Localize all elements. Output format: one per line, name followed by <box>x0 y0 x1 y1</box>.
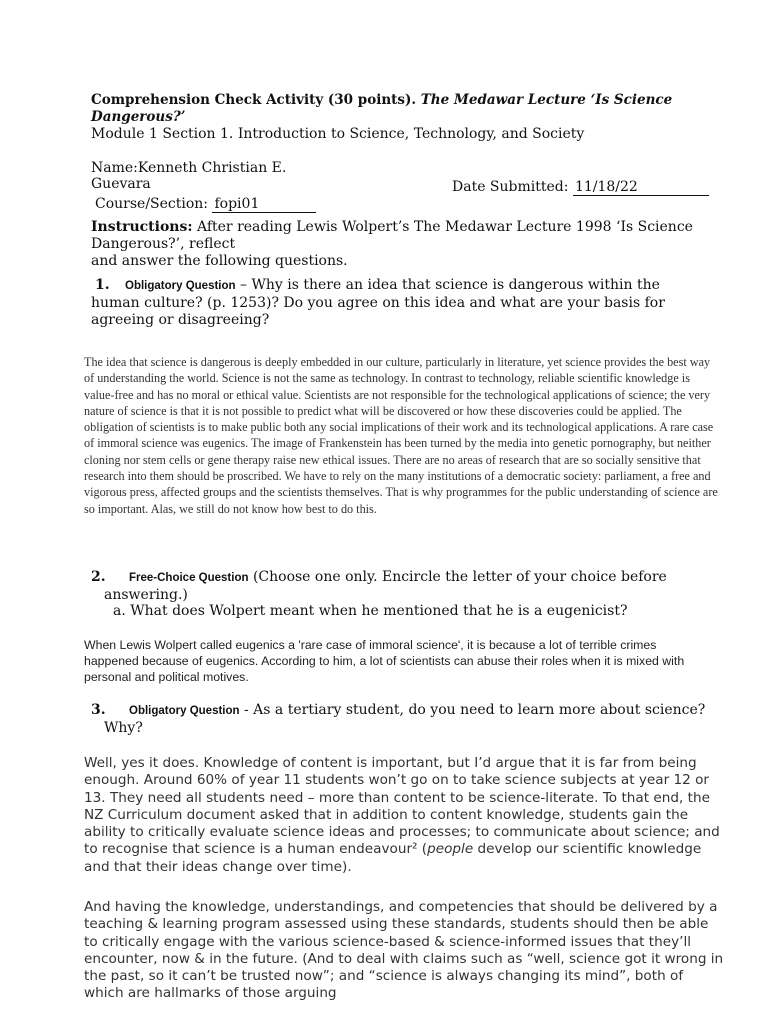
answer-3-text-b: develop our scientific knowledge and that their ideas change over time). <box>84 841 702 875</box>
answer-2: When Lewis Wolpert called eugenics a 'rare case of immoral science', it is because a lot of terrible crimes happened because of eugenics. According to him, a lot of scientists can abuse their roles when it is mixed with personal and political motives. <box>84 638 685 684</box>
question-number: 2. <box>91 569 106 585</box>
question-text: (Choose one only. Encircle the letter of your choice before <box>252 569 667 585</box>
name-label: Name: <box>91 160 138 176</box>
question-1 <box>91 277 711 329</box>
date-label: Date Submitted: <box>452 179 569 195</box>
question-number: 3. <box>91 702 106 718</box>
question-tag: Obligatory Question <box>125 280 236 292</box>
answer-3-paragraph-2: And having the knowledge, understandings, and competencies that should be delivered by a teaching & learning program assessed using these standards, students should then be able to critically engage with the various science-based & science-informed issues that they’ll encounter, now & in the future. (And to deal with claims such as “well, science got it wrong in the past, so it can’t be trusted now”; and “science is always changing its mind”, both of which are hallmarks of those arguing <box>84 899 724 1002</box>
module-subtitle: Module 1 Section 1. Introduction to Science, Technology, and Society <box>91 126 585 142</box>
instructions-label: Instructions: <box>91 219 193 235</box>
question-text-cont: Why? <box>104 719 143 736</box>
answer-1: The idea that science is dangerous is deeply embedded in our culture, particularly in literature, yet science provides the best way of understanding the world. Science is not the same as technology. In contrast to technology, reliable scientific knowledge is value-free and has no moral or ethical value. Scientists are not responsible for the technological applications of science; the very nature of science is that it is not possible to predict what will be discovered or how these discoveries could be applied. The obligation of scientists is to make public both any social implications of their work and its technological applications. A rare case of immoral science was eugenics. The image of Frankenstein has been turned by the media into genetic pornography, but neither cloning nor stem cells or gene therapy raise new ethical issues. There are no areas of research that are so socially sensitive that research into them should be proscribed. We have to rely on the many institutions of a democratic society: parliament, a free and vigorous press, affected groups and the scientists themselves. That is why programmes for the public understanding of science are so important. Alas, we still do not know how best to do this. <box>84 355 718 516</box>
answer-3-text-a: Well, yes it does. Knowledge of content is important, but I’d argue that it is far from being enough. Around 60% of year 11 students won’t go on to take science subjects at year 12 or 13. They need all students need – more than content to be science-literate. To that end, the NZ Curriculum document asked that in addition to content knowledge, students gain the ability to critically evaluate science ideas and processes; to communicate about science; and to recognise that science is a human endeavour² ( <box>84 755 720 858</box>
document-title <box>91 92 731 126</box>
question-3 <box>91 702 721 736</box>
instructions-text-2: and answer the following questions. <box>91 253 348 269</box>
name-value: Kenneth Christian E. Guevara <box>91 160 287 192</box>
question-2 <box>91 569 711 604</box>
instructions <box>91 219 711 270</box>
course-value: fopi01 <box>212 196 316 213</box>
question-number: 1. <box>95 277 110 293</box>
question-tag: Obligatory Question <box>129 705 240 717</box>
instructions-text: After reading Lewis Wolpert’s The Medawar Lecture 1998 ‘Is Science Dangerous?’, reflect <box>91 219 693 252</box>
answer-3-paragraph-1 <box>84 755 724 876</box>
date-field <box>452 179 709 196</box>
course-label: Course/Section: <box>95 196 209 212</box>
date-value: 11/18/22 <box>573 179 709 196</box>
question-tag: Free-Choice Question <box>129 572 249 584</box>
answer-3-emphasis: people <box>427 841 474 858</box>
question-text: – Why is there an idea that science is dangerous within the human culture? (p. 1253)? Do you agree on this idea and what are your basis for agreeing or disagreeing? <box>91 277 665 328</box>
question-text-cont: answering.) <box>104 587 188 603</box>
title-italic: The Medawar Lecture ‘Is Science Dangerous?’ <box>91 92 673 125</box>
name-field <box>91 160 311 192</box>
question-2-option-a: a. What does Wolpert meant when he mentioned that he is a eugenicist? <box>113 603 628 619</box>
title-bold: Comprehension Check Activity (30 points). <box>91 92 417 108</box>
question-text: - As a tertiary student, do you need to learn more about science? <box>244 702 706 718</box>
course-field <box>95 196 316 213</box>
